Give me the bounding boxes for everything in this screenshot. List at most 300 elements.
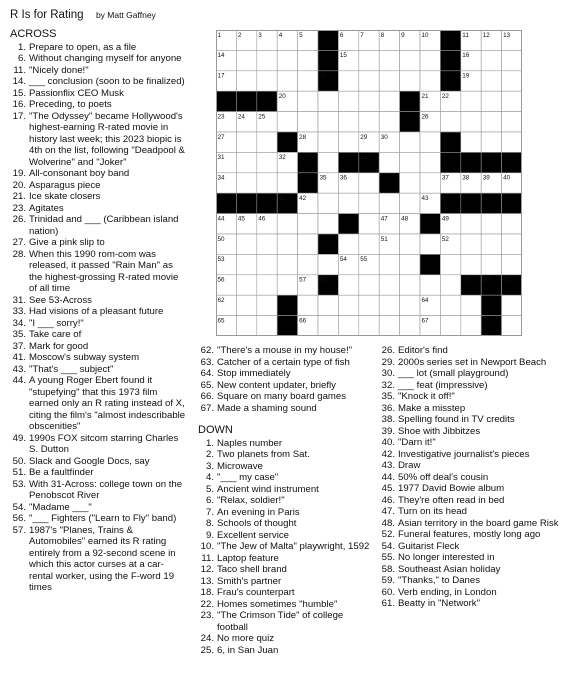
cell-number: 29: [360, 133, 368, 141]
clue-text: Stop immediately: [217, 368, 291, 379]
clue-item: [379, 460, 565, 472]
clue-item: [10, 53, 186, 65]
cell-number: 27: [217, 133, 225, 141]
grid-cell[interactable]: [277, 71, 297, 91]
clue-number: 63.: [200, 356, 214, 368]
clue-item: [379, 368, 565, 380]
grid-cell[interactable]: [236, 71, 256, 91]
clue-number: 25.: [200, 644, 214, 656]
black-square: [461, 193, 481, 213]
grid-cell[interactable]: [236, 173, 256, 193]
grid-cell[interactable]: [359, 173, 379, 193]
cell-number: 62: [217, 297, 225, 304]
clue-text: Homes sometimes "humble": [217, 598, 338, 610]
clue-number: 45.: [381, 483, 395, 494]
grid-cell[interactable]: [257, 254, 277, 274]
black-square: [236, 91, 256, 111]
grid-cell[interactable]: [236, 132, 256, 152]
grid-cell[interactable]: [338, 91, 358, 111]
black-square: [502, 152, 522, 172]
cell-number: 16: [462, 52, 470, 60]
cell-number: 13: [503, 31, 511, 39]
grid-cell[interactable]: [359, 112, 379, 132]
grid-cell[interactable]: [318, 316, 338, 336]
clue-number: 47.: [381, 506, 395, 517]
grid-cell[interactable]: [420, 275, 440, 295]
clue-item: [379, 437, 565, 449]
cell-number: 22: [441, 93, 449, 100]
grid-cell[interactable]: [461, 91, 481, 111]
clue-number: 1.: [205, 437, 214, 449]
grid-cell[interactable]: [420, 50, 440, 70]
grid-cell[interactable]: [420, 173, 440, 193]
clue-text: Had visions of a pleasant future: [29, 306, 164, 317]
grid-cell[interactable]: [379, 152, 399, 172]
cell-number: 18: [319, 72, 327, 80]
clue-item: [198, 391, 376, 403]
clue-item: [198, 438, 376, 450]
grid-cell[interactable]: [359, 50, 379, 70]
black-square: [318, 234, 338, 254]
grid-cell[interactable]: [277, 112, 297, 132]
clue-text: They're often read in bed: [398, 494, 505, 506]
cell-number: 11: [462, 31, 469, 39]
clue-number: 12.: [200, 564, 214, 575]
cell-number: 25: [258, 113, 266, 121]
grid-cell[interactable]: [461, 254, 481, 274]
clue-text: "The Odyssey" became Hollywood's highest-earning R-rated movie in history last week; this 2023 biopic is 4th on the list, following "Deadpool & Wolverine" and "Joker": [29, 110, 185, 168]
clue-text: Two planets from Sat.: [217, 449, 310, 460]
clue-number: 60.: [381, 586, 395, 598]
clue-text: New content updater, briefly: [217, 379, 336, 391]
clue-text: "The Jew of Malta" playwright, 1592: [217, 541, 370, 552]
grid-cell[interactable]: [481, 254, 501, 274]
clue-item: [379, 587, 565, 599]
clue-text: ___ feat (impressive): [398, 379, 488, 391]
grid-cell[interactable]: [502, 234, 522, 254]
grid-cell[interactable]: [277, 275, 297, 295]
grid-cell[interactable]: [440, 316, 460, 336]
grid-cell[interactable]: [277, 234, 297, 254]
clue-number: 32.: [381, 379, 395, 391]
black-square: [277, 316, 297, 336]
clue-number: 23.: [12, 202, 26, 214]
grid-cell[interactable]: [236, 275, 256, 295]
grid-cell[interactable]: [338, 234, 358, 254]
clue-number: 13.: [200, 575, 214, 587]
clue-number: 35.: [12, 329, 26, 340]
grid-cell[interactable]: [379, 193, 399, 213]
clue-number: 11.: [201, 552, 214, 564]
grid-cell[interactable]: [502, 214, 522, 234]
clue-item: [379, 598, 565, 610]
clue-number: 36.: [381, 402, 395, 414]
clue-number: 59.: [381, 575, 395, 586]
grid-cell[interactable]: [481, 50, 501, 70]
grid-cell[interactable]: [379, 112, 399, 132]
clue-item: [10, 433, 186, 456]
clue-item: [10, 88, 186, 100]
cell-number: 59: [462, 276, 470, 284]
black-square: [257, 91, 277, 111]
black-square: [400, 112, 420, 132]
clue-text: "Knock it off!": [398, 391, 455, 402]
grid-cell[interactable]: [236, 234, 256, 254]
grid-cell[interactable]: [359, 316, 379, 336]
clue-item: [198, 576, 376, 588]
cell-number: 5: [299, 31, 303, 39]
clue-text: Give a pink slip to: [29, 237, 105, 248]
clue-item: [379, 518, 565, 530]
clue-item: [10, 168, 186, 180]
clue-number: 44.: [12, 375, 26, 386]
grid-cell[interactable]: [461, 214, 481, 234]
black-square: [481, 316, 501, 336]
grid-cell[interactable]: [236, 50, 256, 70]
grid-cell[interactable]: [338, 112, 358, 132]
grid-cell[interactable]: [257, 275, 277, 295]
clue-item: [198, 610, 376, 633]
clue-number: 54.: [381, 540, 395, 552]
cell-number: 61: [503, 276, 511, 284]
black-square: [298, 152, 318, 172]
grid-cell[interactable]: [359, 91, 379, 111]
clue-item: [379, 426, 565, 438]
black-square: [338, 152, 358, 172]
grid-cell[interactable]: [420, 234, 440, 254]
grid-cell[interactable]: [502, 316, 522, 336]
clue-item: [10, 502, 186, 514]
clue-text: Asparagus piece: [29, 179, 101, 191]
black-square: [318, 30, 338, 50]
grid-cell[interactable]: [400, 173, 420, 193]
clue-item: [10, 306, 186, 318]
clue-number: 53.: [12, 478, 26, 490]
grid-cell[interactable]: [359, 193, 379, 213]
clue-number: 34.: [12, 317, 26, 329]
grid-cell[interactable]: [481, 91, 501, 111]
clue-text: Guitarist Fleck: [398, 540, 460, 552]
grid-cell[interactable]: [338, 316, 358, 336]
grid-cell[interactable]: [379, 91, 399, 111]
grid-cell[interactable]: [257, 316, 277, 336]
cell-number: 50: [217, 235, 225, 243]
grid-cell[interactable]: [481, 214, 501, 234]
clue-text: Southeast Asian holiday: [398, 563, 501, 575]
grid-cell[interactable]: [400, 234, 420, 254]
grid-cell[interactable]: [298, 214, 318, 234]
grid-cell[interactable]: [318, 214, 338, 234]
clue-item: [10, 42, 186, 54]
black-square: [400, 91, 420, 111]
cell-number: 67: [421, 317, 429, 325]
grid-cell[interactable]: [257, 152, 277, 172]
grid-cell[interactable]: [440, 254, 460, 274]
clue-item: [10, 513, 186, 525]
grid-cell[interactable]: [502, 71, 522, 91]
grid-cell[interactable]: [318, 193, 338, 213]
clue-number: 21.: [12, 191, 26, 202]
clue-text: Laptop feature: [217, 552, 279, 564]
grid-cell[interactable]: [277, 50, 297, 70]
grid-cell[interactable]: [338, 295, 358, 315]
clue-item: [10, 318, 186, 330]
grid-cell[interactable]: [502, 295, 522, 315]
clue-text: Prepare to open, as a file: [29, 41, 137, 53]
grid-cell[interactable]: [400, 254, 420, 274]
grid-cell[interactable]: [338, 193, 358, 213]
grid-cell[interactable]: [400, 132, 420, 152]
grid-cell[interactable]: [318, 91, 338, 111]
grid-cell[interactable]: [400, 275, 420, 295]
clue-text: No longer interested in: [398, 552, 495, 563]
cell-number: 43: [421, 195, 429, 202]
clue-item: [198, 449, 376, 461]
grid-cell[interactable]: [257, 234, 277, 254]
grid-cell[interactable]: [236, 316, 256, 336]
clue-text: Verb ending, in London: [398, 586, 497, 598]
clue-number: 6.: [17, 53, 26, 64]
clue-text: Frau's counterpart: [217, 587, 295, 598]
cell-number: 49: [441, 215, 449, 223]
clue-text: 1987's "Planes, Trains & Automobiles" earned its R rating entirely from a 92-second scene in which this actor curses at a car-rental worker, using the F-word 19 times: [29, 524, 176, 593]
grid-cell[interactable]: [461, 132, 481, 152]
grid-cell[interactable]: [481, 132, 501, 152]
grid-cell[interactable]: [318, 132, 338, 152]
puzzle-title: R Is for Rating: [10, 9, 84, 21]
grid-cell[interactable]: [338, 132, 358, 152]
grid-cell[interactable]: [502, 132, 522, 152]
grid-cell[interactable]: [379, 254, 399, 274]
clue-item: [198, 345, 376, 357]
black-square: [481, 193, 501, 213]
grid-cell[interactable]: [420, 132, 440, 152]
clue-item: [379, 472, 565, 484]
clue-number: 26.: [12, 214, 26, 225]
grid-cell[interactable]: [298, 112, 318, 132]
grid-cell[interactable]: [502, 254, 522, 274]
cell-number: 40: [503, 174, 511, 182]
grid-cell[interactable]: [481, 234, 501, 254]
puzzle-byline: by Matt Gaffney: [95, 10, 156, 20]
clue-text: Catcher of a certain type of fish: [217, 356, 350, 368]
clue-text: 6, in San Juan: [217, 644, 279, 656]
down-heading: DOWN: [198, 424, 233, 436]
grid-cell[interactable]: [440, 275, 460, 295]
clue-number: 10.: [200, 541, 214, 552]
grid-cell[interactable]: [440, 112, 460, 132]
grid-cell[interactable]: [400, 71, 420, 91]
grid-cell[interactable]: [461, 316, 481, 336]
clue-text: An evening in Paris: [217, 506, 300, 518]
cell-number: 65: [217, 317, 225, 325]
clue-number: 2.: [205, 449, 214, 460]
grid-cell[interactable]: [236, 152, 256, 172]
grid-cell[interactable]: [318, 152, 338, 172]
clue-text: Slack and Google Docs, say: [29, 455, 150, 467]
grid-cell[interactable]: [257, 173, 277, 193]
crossword-grid: [216, 30, 522, 336]
grid-cell[interactable]: [461, 112, 481, 132]
clue-text: Be a faultfinder: [29, 467, 94, 478]
across-clue-list: [10, 42, 186, 594]
grid-cell[interactable]: [338, 71, 358, 91]
grid-cell[interactable]: [359, 295, 379, 315]
clue-number: 56.: [12, 513, 26, 524]
clue-item: [379, 506, 565, 518]
cell-number: 41: [278, 195, 286, 202]
clue-number: 58.: [381, 563, 395, 575]
cell-number: 42: [299, 195, 307, 202]
grid-cell[interactable]: [481, 71, 501, 91]
black-square: [338, 214, 358, 234]
grid-cell[interactable]: [481, 112, 501, 132]
grid-cell[interactable]: [257, 50, 277, 70]
cell-number: 56: [217, 276, 225, 284]
grid-cell[interactable]: [379, 50, 399, 70]
grid-cell[interactable]: [379, 295, 399, 315]
clue-number: 17.: [12, 110, 26, 122]
cell-number: 7: [360, 31, 364, 39]
clue-text: Shoe with Jibbitzes: [398, 425, 481, 437]
clue-text: 1990s FOX sitcom starring Charles S. Dutton: [29, 432, 179, 455]
crossword-grid-svg: [216, 30, 522, 336]
grid-cell[interactable]: [298, 71, 318, 91]
grid-cell[interactable]: [277, 173, 297, 193]
cell-number: 28: [299, 133, 307, 141]
grid-cell[interactable]: [502, 91, 522, 111]
clue-text: "___ Fighters ("Learn to Fly" band): [29, 513, 177, 524]
clue-text: No more quiz: [217, 633, 275, 644]
clue-number: 61.: [381, 598, 395, 609]
grid-cell[interactable]: [298, 295, 318, 315]
clue-number: 55.: [381, 552, 395, 563]
grid-cell[interactable]: [440, 295, 460, 315]
clue-text: A young Roger Ebert found it "stupefying" that this 1973 film earned only an R rating instead of X, citing the film's "almost indescribable obscenities": [29, 375, 186, 432]
grid-cell[interactable]: [298, 254, 318, 274]
grid-cell[interactable]: [298, 234, 318, 254]
grid-cell[interactable]: [277, 254, 297, 274]
clue-item: [10, 456, 186, 468]
grid-cell[interactable]: [502, 50, 522, 70]
grid-cell[interactable]: [359, 234, 379, 254]
cell-number: 54: [339, 256, 347, 264]
clue-number: 65.: [200, 379, 214, 391]
clue-text: ___ conclusion (soon to be finalized): [29, 76, 185, 87]
cell-number: 60: [482, 276, 490, 284]
grid-cell[interactable]: [257, 295, 277, 315]
grid-cell[interactable]: [359, 214, 379, 234]
grid-cell[interactable]: [359, 275, 379, 295]
cell-number: 24: [237, 113, 245, 121]
clue-number: 24.: [200, 633, 214, 644]
grid-cell[interactable]: [400, 193, 420, 213]
grid-cell[interactable]: [298, 91, 318, 111]
black-square: [298, 173, 318, 193]
clue-number: 29.: [381, 356, 395, 368]
clue-text: Naples number: [217, 437, 283, 449]
grid-cell[interactable]: [359, 71, 379, 91]
clue-item: [198, 587, 376, 599]
grid-cell[interactable]: [379, 316, 399, 336]
clue-item: [198, 518, 376, 530]
grid-cell[interactable]: [400, 50, 420, 70]
clue-item: [379, 357, 565, 369]
black-square: [440, 71, 460, 91]
grid-cell[interactable]: [318, 112, 338, 132]
clue-text: With 31-Across: college town on the Penobscot River: [29, 478, 183, 501]
grid-cell[interactable]: [318, 295, 338, 315]
clue-item: [10, 249, 186, 295]
clue-number: 42.: [381, 448, 395, 460]
clue-text: All-consonant boy band: [29, 168, 130, 179]
grid-cell[interactable]: [400, 152, 420, 172]
cell-number: 33: [360, 154, 368, 162]
clue-number: 4.: [205, 472, 214, 483]
grid-cell[interactable]: [379, 71, 399, 91]
clue-text: "I ___ sorry!": [29, 317, 84, 329]
cell-number: 48: [401, 215, 409, 223]
grid-cell[interactable]: [257, 71, 277, 91]
clue-item: [10, 76, 186, 88]
grid-cell[interactable]: [277, 214, 297, 234]
grid-cell[interactable]: [298, 50, 318, 70]
clue-text: "___ my case": [217, 472, 279, 483]
cell-number: 12: [482, 31, 490, 39]
grid-cell[interactable]: [461, 295, 481, 315]
cell-number: 45: [237, 215, 245, 223]
clue-text: "Thanks," to Danes: [398, 575, 481, 586]
clue-number: 20.: [12, 179, 26, 191]
grid-cell[interactable]: [338, 275, 358, 295]
clue-text: Microwave: [217, 460, 263, 472]
clue-number: 6.: [205, 495, 214, 506]
clue-item: [379, 575, 565, 587]
grid-cell[interactable]: [420, 152, 440, 172]
grid-cell[interactable]: [236, 295, 256, 315]
clue-text: "That's ___ subject": [29, 363, 114, 375]
grid-cell[interactable]: [420, 71, 440, 91]
clue-number: 27.: [12, 237, 26, 248]
clue-item: [10, 364, 186, 376]
black-square: [440, 30, 460, 50]
cell-number: 34: [217, 174, 225, 182]
clue-item: [198, 357, 376, 369]
grid-cell[interactable]: [236, 254, 256, 274]
grid-cell[interactable]: [461, 234, 481, 254]
clue-text: Trinidad and ___ (Caribbean island nation): [29, 214, 179, 237]
clue-number: 7.: [205, 506, 214, 518]
clue-item: [10, 375, 186, 433]
cell-number: 32: [278, 154, 286, 162]
grid-cell[interactable]: [400, 316, 420, 336]
clue-number: 64.: [200, 368, 214, 379]
cell-number: 47: [380, 215, 388, 223]
clue-item: [198, 530, 376, 542]
clue-item: [198, 645, 376, 657]
clue-number: 19.: [12, 168, 26, 179]
clue-text: "Nicely done!": [29, 64, 89, 76]
grid-cell[interactable]: [379, 275, 399, 295]
clue-number: 5.: [205, 483, 214, 495]
grid-cell[interactable]: [400, 295, 420, 315]
clue-item: [10, 191, 186, 203]
grid-cell[interactable]: [257, 132, 277, 152]
grid-cell[interactable]: [318, 254, 338, 274]
clue-text: "Darn it!": [398, 437, 436, 448]
grid-cell[interactable]: [502, 112, 522, 132]
clue-text: Funeral features, mostly long ago: [398, 529, 541, 540]
